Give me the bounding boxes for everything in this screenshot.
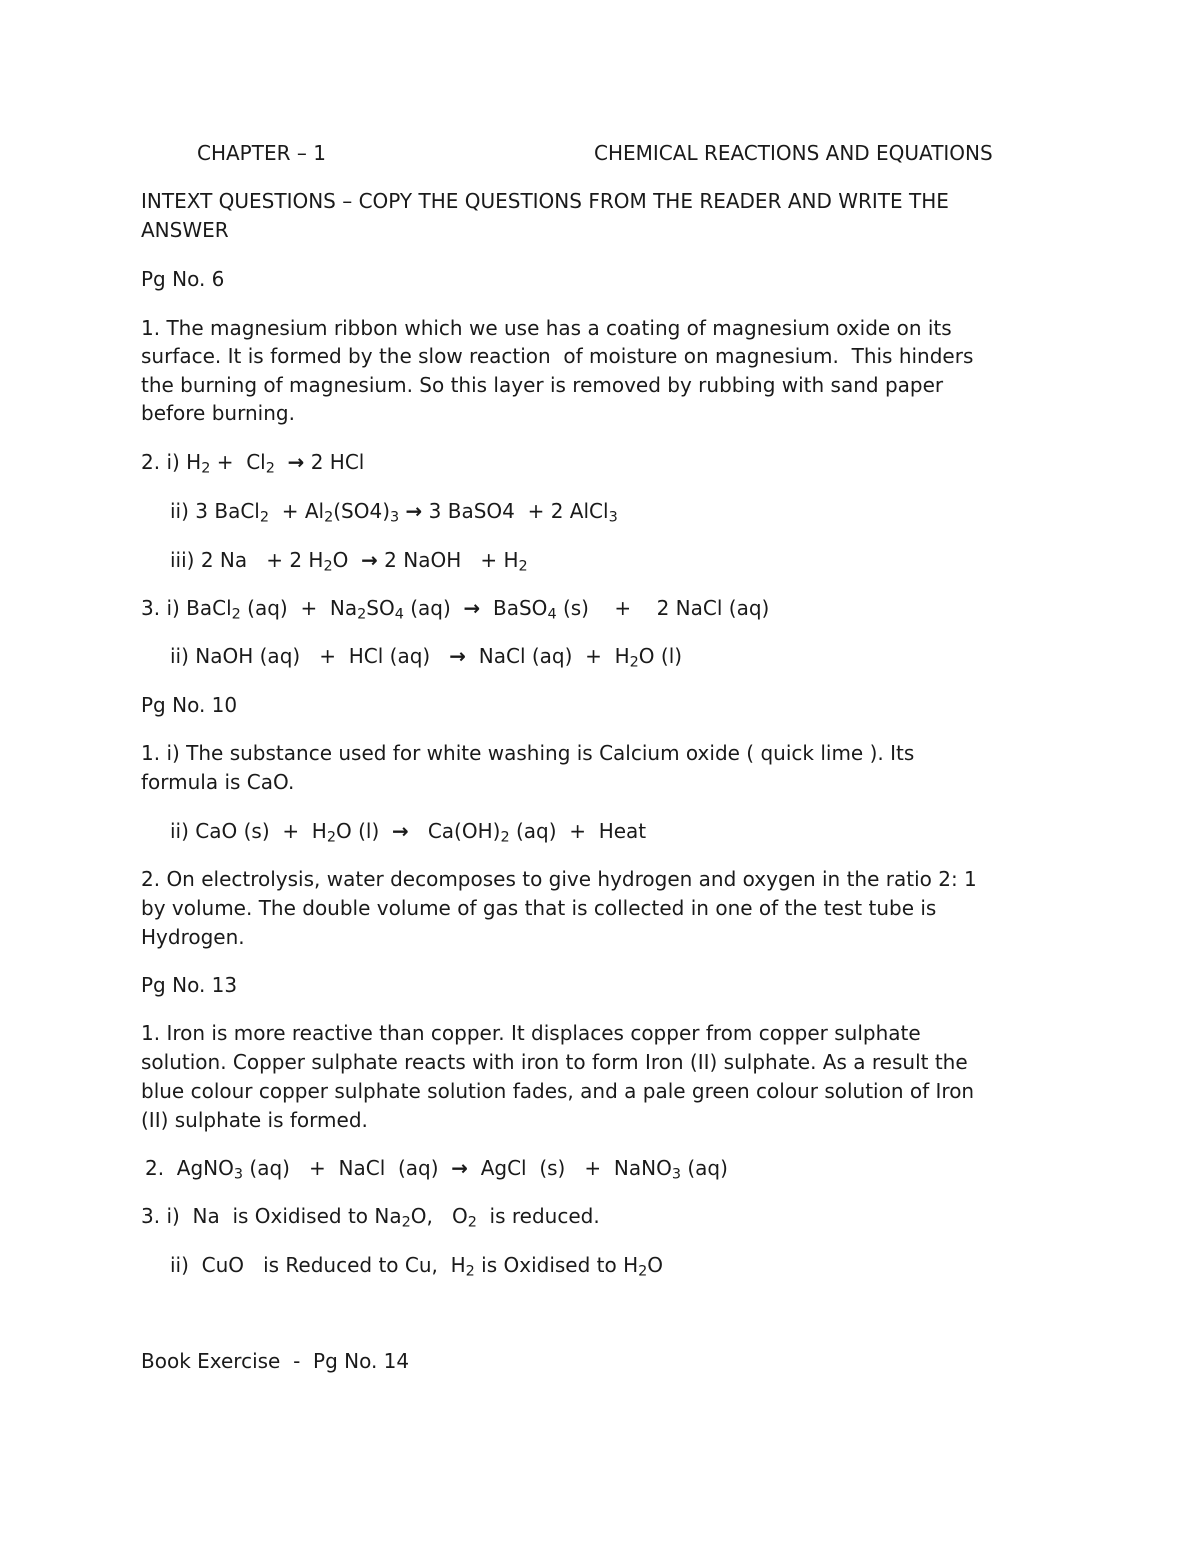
pg6-q1-line: the burning of magnesium. So this layer is removed by rubbing with sand paper [141,373,944,397]
pg13-q3-part-i: 3. i) Na is Oxidised to $Na_2O$, $O_2$ is reduced. [141,1204,600,1231]
pg6-q2-equation-i: 2. i) $H_2 + Cl_2 \to 2$ HCl [141,450,365,477]
pg6-q2-equation-iii: iii) 2 Na + 2 $H_2O \to 2$ NaOH + $H_2$ [170,548,528,575]
pg10-q1-line: formula is CaO. [141,770,295,794]
pg6-q1-line: before burning. [141,401,295,425]
book-exercise-heading: Book Exercise - Pg No. 14 [141,1349,410,1373]
pg10-q1-line: 1. i) The substance used for white washing is Calcium oxide ( quick lime ). Its [141,741,915,765]
pg10-q2-line: by volume. The double volume of gas that is collected in one of the test tube is [141,896,937,920]
pg13-q2-equation: 2. AgNO$_3$ (aq) + NaCl (aq) → AgCl (s) + NaNO$_3$ (aq) [145,1156,728,1183]
section-heading-pg13: Pg No. 13 [141,973,238,997]
pg13-q1-line: 1. Iron is more reactive than copper. It displaces copper from copper sulphate [141,1021,921,1045]
section-heading-pg6: Pg No. 6 [141,267,225,291]
pg13-q1-line: blue colour copper sulphate solution fades, and a pale green colour solution of Iron [141,1079,975,1103]
pg10-q2-line: 2. On electrolysis, water decomposes to give hydrogen and oxygen in the ratio 2: 1 [141,867,977,891]
pg6-q3-equation-ii: ii) NaOH (aq) + HCl (aq) → NaCl $(aq) + H_2O$ (l) [170,644,683,671]
pg6-q1-line: surface. It is formed by the slow reaction of moisture on magnesium. This hinders [141,344,974,368]
chapter-title: CHEMICAL REACTIONS AND EQUATIONS [594,141,993,165]
pg13-q1-line: solution. Copper sulphate reacts with iron to form Iron (II) sulphate. As a result the [141,1050,968,1074]
pg10-q1-equation-ii: ii) CaO $(s) + H_2O$ $(l) \to Ca(OH)_2$ (aq) + Heat [170,819,647,846]
pg6-q2-equation-ii: ii) 3 BaCl$_2$ + $Al_2(SO4)_3 \to 3$ BaSO4 + 2 AlCl$_3$ [170,499,618,526]
instructions-line-2: ANSWER [141,218,229,242]
pg13-q3-part-ii: ii) CuO is Reduced to Cu, $H_2$ is Oxidised to $H_2O$ [170,1253,664,1280]
pg6-q3-equation-i: 3. i) BaCl$_2$ $(aq) + Na_2SO_4$ (aq) → BaSO$_4$ (s) + 2 NaCl (aq) [141,596,770,623]
pg6-q1-line: 1. The magnesium ribbon which we use has a coating of magnesium oxide on its [141,316,952,340]
section-heading-pg10: Pg No. 10 [141,693,238,717]
pg10-q2-line: Hydrogen. [141,925,245,949]
chapter-label: CHAPTER – 1 [197,141,326,165]
instructions-line-1: INTEXT QUESTIONS – COPY THE QUESTIONS FROM THE READER AND WRITE THE [141,189,949,213]
pg13-q1-line: (II) sulphate is formed. [141,1108,368,1132]
